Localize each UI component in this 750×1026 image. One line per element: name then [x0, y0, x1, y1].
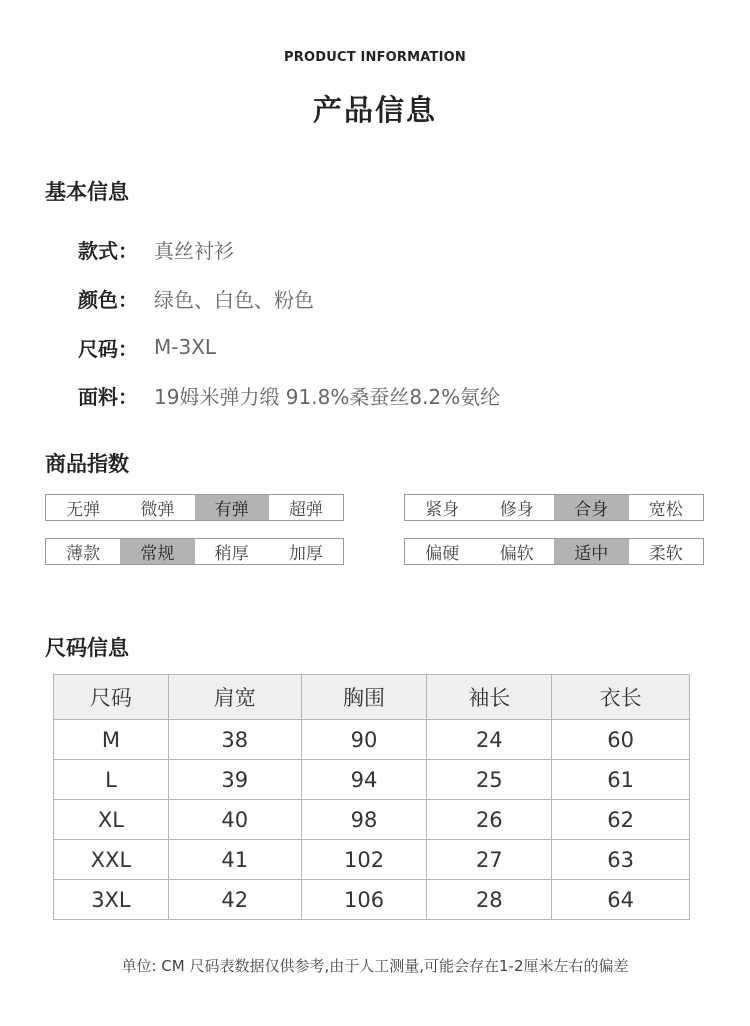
info-label: 尺码：	[78, 336, 138, 361]
table-cell: 60	[552, 720, 690, 760]
table-cell: 26	[427, 800, 552, 840]
table-row	[54, 760, 690, 800]
table-header-row	[54, 675, 690, 720]
table-cell: 102	[301, 840, 427, 880]
table-cell: 90	[301, 720, 427, 760]
index-option: 微弹	[140, 500, 175, 520]
table-cell: 39	[168, 760, 301, 800]
table-cell: 94	[301, 760, 427, 800]
elasticity-scale	[45, 494, 344, 521]
index-option-selected: 有弹	[195, 495, 269, 520]
table-cell: 61	[552, 760, 690, 800]
index-option: 薄款	[66, 544, 101, 564]
index-option-selected: 合身	[554, 495, 629, 520]
table-row	[54, 800, 690, 840]
table-cell: M	[54, 720, 169, 760]
index-option: 加厚	[288, 544, 323, 564]
column-header: 袖长	[427, 675, 552, 720]
info-row-style	[78, 234, 234, 264]
info-value: 绿色、白色、粉色	[154, 287, 314, 312]
page-title: 产品信息	[312, 93, 437, 127]
table-cell: 24	[427, 720, 552, 760]
table-cell: 3XL	[54, 880, 169, 920]
info-value: M-3XL	[154, 335, 217, 359]
table-cell: 41	[168, 840, 301, 880]
table-cell: 27	[427, 840, 552, 880]
size-info-heading: 尺码信息	[45, 636, 129, 660]
table-cell: 62	[552, 800, 690, 840]
table-row	[54, 840, 690, 880]
table-cell: XL	[54, 800, 169, 840]
index-option: 紧身	[425, 500, 460, 520]
table-cell: 38	[168, 720, 301, 760]
index-option: 稍厚	[214, 544, 249, 564]
info-value: 19姆米弹力缎 91.8%桑蚕丝8.2%氨纶	[154, 384, 501, 409]
table-cell: 63	[552, 840, 690, 880]
info-label: 颜色：	[78, 287, 138, 312]
info-row-fabric	[78, 380, 500, 410]
index-option: 宽松	[648, 500, 683, 520]
table-cell: XXL	[54, 840, 169, 880]
column-header: 衣长	[552, 675, 690, 720]
softness-scale	[404, 538, 704, 565]
info-label: 款式：	[78, 238, 138, 263]
en-title: PRODUCT INFORMATION	[284, 50, 466, 65]
info-row-color	[78, 283, 314, 313]
table-cell: 28	[427, 880, 552, 920]
index-option-selected: 适中	[554, 539, 629, 564]
table-row	[54, 720, 690, 760]
column-header: 胸围	[301, 675, 427, 720]
column-header: 肩宽	[168, 675, 301, 720]
fit-scale	[404, 494, 704, 521]
table-cell: 98	[301, 800, 427, 840]
table-cell: L	[54, 760, 169, 800]
size-table	[53, 674, 690, 920]
table-cell: 40	[168, 800, 301, 840]
basic-info-heading: 基本信息	[45, 180, 129, 204]
index-option: 偏软	[499, 544, 534, 564]
table-cell: 64	[552, 880, 690, 920]
index-option: 无弹	[66, 500, 101, 520]
index-option-selected: 常规	[120, 539, 194, 564]
table-cell: 25	[427, 760, 552, 800]
info-row-size	[78, 332, 216, 362]
index-option: 修身	[499, 500, 534, 520]
table-cell: 106	[301, 880, 427, 920]
index-option: 超弹	[288, 500, 323, 520]
table-cell: 42	[168, 880, 301, 920]
thickness-scale	[45, 538, 344, 565]
index-option: 偏硬	[425, 544, 460, 564]
product-index-heading: 商品指数	[45, 452, 129, 476]
info-value: 真丝衬衫	[154, 238, 234, 263]
size-footnote: 单位: CM 尺码表数据仅供参考,由于人工测量,可能会存在1-2厘米左右的偏差	[121, 957, 629, 975]
info-label: 面料：	[78, 384, 138, 409]
index-option: 柔软	[648, 544, 683, 564]
column-header: 尺码	[54, 675, 169, 720]
table-row	[54, 880, 690, 920]
